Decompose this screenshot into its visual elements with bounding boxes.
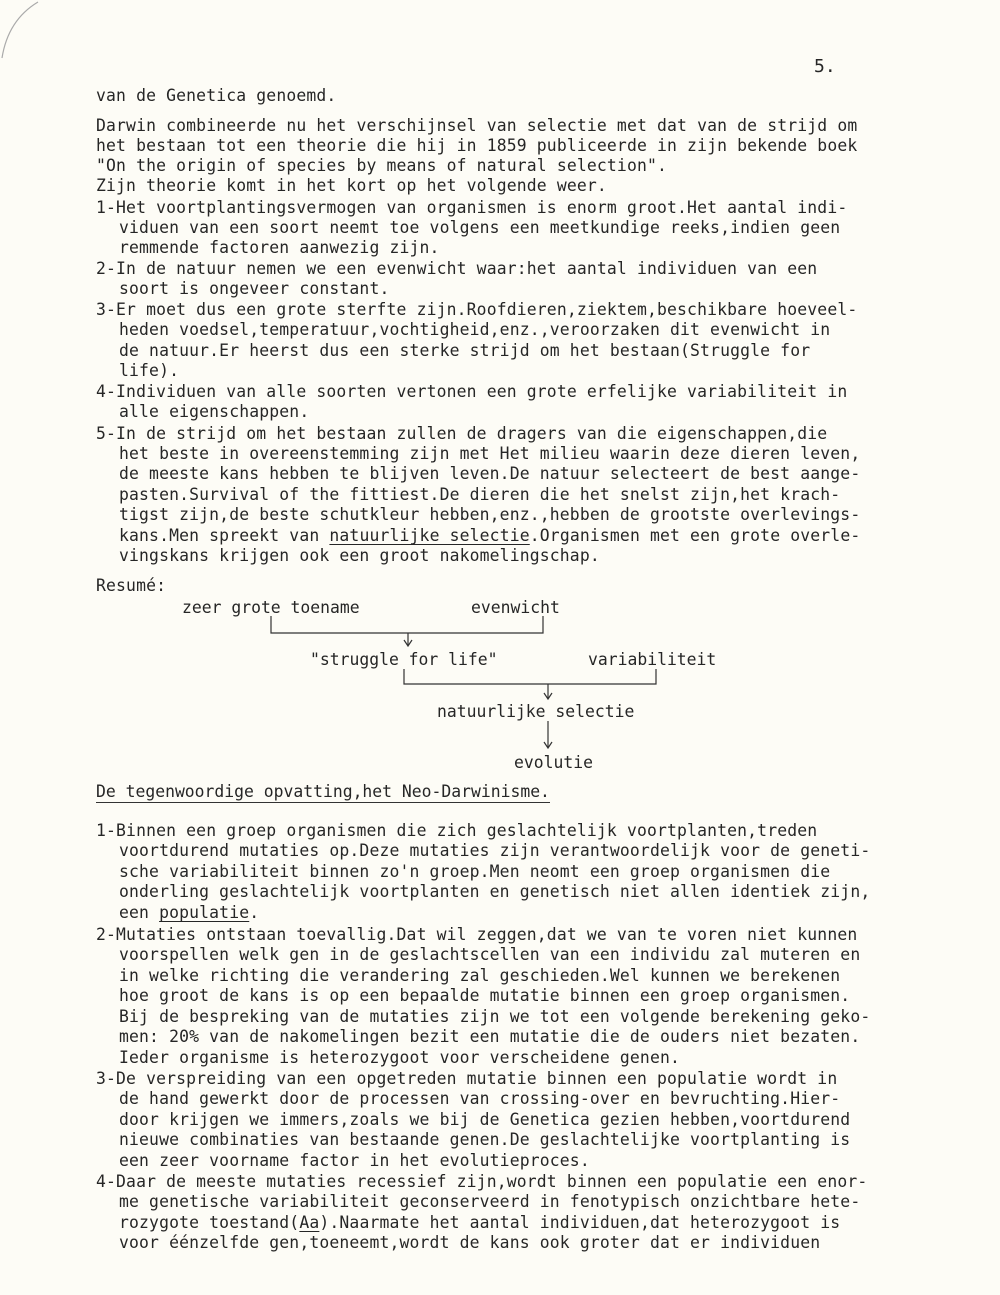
neo1-line [119, 903, 259, 923]
page-number: 5. [814, 56, 836, 77]
point2-line: 2-In de natuur nemen we een evenwicht waar:het aantal individuen van een [96, 259, 818, 278]
para1-line: het bestaan tot een theorie die hij in 1859 publiceerde in zijn bekende boek [96, 136, 858, 155]
para1-line: Zijn theorie komt in het kort op het volgende weer. [96, 176, 607, 195]
point3-line: heden voedsel,temperatuur,vochtigheid,enz.,veroorzaken dit evenwicht in [119, 320, 831, 339]
text-span: een [119, 903, 160, 922]
point4-line: 4-Individuen van alle soorten vertonen een grote erfelijke variabiliteit in [96, 382, 848, 401]
neo3-line: een zeer voorname factor in het evolutieproces. [119, 1151, 590, 1170]
point1-line: 1-Het voortplantingsvermogen van organismen is enorm groot.Het aantal indi- [96, 198, 848, 217]
diagram-node-evolutie: evolutie [514, 753, 593, 772]
text-span: rozygote toestand( [119, 1213, 300, 1232]
text-span: kans.Men spreekt van [119, 526, 330, 545]
intro-line: van de Genetica genoemd. [96, 86, 337, 105]
point5-line: het beste in overeenstemming zijn met Het milieu waarin deze dieren leven, [119, 444, 861, 463]
para1-line: "On the origin of species by means of natural selection". [96, 156, 668, 175]
neo1-line: voortdurend mutaties op.Deze mutaties zijn verantwoordelijk voor de geneti- [119, 841, 871, 860]
point5-line: pasten.Survival of the fittiest.De dieren die het snelst zijn,het krach- [119, 485, 841, 504]
text-span: . [249, 903, 260, 922]
neo2-line: hoe groot de kans is op een bepaalde mutatie binnen een groep organismen. [119, 986, 851, 1005]
point5-line: de meeste kans hebben te blijven leven.De natuur selecteert de best aange- [119, 464, 861, 483]
point5-line: vingskans krijgen ook een groot nakomelingschap. [119, 546, 600, 565]
underlined-term: natuurlijke selectie [329, 526, 530, 545]
neo4-line [119, 1213, 840, 1233]
point3-line: life). [119, 361, 180, 380]
neo4-line: 4-Daar de meeste mutaties recessief zijn,wordt binnen een populatie een enor- [96, 1172, 868, 1191]
neo2-line: Bij de bespreking van de mutaties zijn we tot een volgende berekening geko- [119, 1007, 871, 1026]
neo1-line: sche variabiliteit binnen zo'n groep.Men neomt een groep organismen die [119, 862, 831, 881]
underlined-term: populatie [159, 903, 250, 922]
bracket-line [404, 669, 656, 684]
text-span: .Organismen met een grote overle- [529, 526, 861, 545]
neo2-line: in welke richting die verandering zal geschieden.Wel kunnen we berekenen [119, 966, 841, 985]
neo1-line: onderling geslachtelijk voortplanten en genetisch niet allen identiek zijn, [119, 882, 871, 901]
diagram-node-struggle: "struggle for life" [310, 650, 498, 669]
point2-line: soort is ongeveer constant. [119, 279, 390, 298]
diagram-node-evenwicht: evenwicht [471, 598, 560, 617]
neo4-line: me genetische variabiliteit geconserveerd in fenotypisch onzichtbare hete- [119, 1192, 861, 1211]
neo2-line: Ieder organisme is heterozygoot voor verscheidene genen. [119, 1048, 681, 1067]
neo1-line: 1-Binnen een groep organismen die zich geslachtelijk voortplanten,treden [96, 821, 818, 840]
point4-line: alle eigenschappen. [119, 402, 310, 421]
point3-line: de natuur.Er heerst dus een sterke strijd om het bestaan(Struggle for [119, 341, 811, 360]
diagram-node-toename: zeer grote toename [182, 598, 360, 617]
para1-line: Darwin combineerde nu het verschijnsel van selectie met dat van de strijd om [96, 116, 858, 135]
section-heading: De tegenwoordige opvatting,het Neo-Darwinisme. [96, 782, 550, 801]
point5-line: 5-In de strijd om het bestaan zullen de dragers van die eigenschappen,die [96, 424, 828, 443]
point1-line: remmende factoren aanwezig zijn. [119, 238, 440, 257]
resume-label: Resumé: [96, 576, 167, 595]
point3-line: 3-Er moet dus een grote sterfte zijn.Roofdieren,ziektem,beschikbare hoeveel- [96, 300, 858, 319]
underlined-term: Aa [299, 1213, 320, 1232]
point1-line: viduen van een soort neemt toe volgens een meetkundige reeks,indien geen [119, 218, 841, 237]
diagram-node-selectie: natuurlijke selectie [437, 702, 635, 721]
neo3-line: nieuwe combinaties van bestaande genen.De geslachtelijke voortplanting is [119, 1130, 851, 1149]
neo2-line: men: 20% van de nakomelingen bezit een mutatie die de ouders niet bezaten. [119, 1027, 861, 1046]
point5-line: tigst zijn,de beste schutkleur hebben,enz.,hebben de grootste overlevings- [119, 505, 861, 524]
neo3-line: door krijgen we immers,zoals we bij de Genetica gezien hebben,voortdurend [119, 1110, 851, 1129]
text-span: ).Naarmate het aantal individuen,dat heterozygoot is [319, 1213, 841, 1232]
bracket-line [271, 616, 543, 633]
neo3-line: 3-De verspreiding van een opgetreden mutatie binnen een populatie wordt in [96, 1069, 838, 1088]
neo2-line: 2-Mutaties ontstaan toevallig.Dat wil zeggen,dat we van te voren niet kunnen [96, 925, 858, 944]
neo3-line: de hand gewerkt door de processen van crossing-over en bevruchting.Hier- [119, 1089, 841, 1108]
neo2-line: voorspellen welk gen in de geslachtscellen van een individu zal muteren en [119, 945, 861, 964]
diagram-node-variabiliteit: variabiliteit [588, 650, 717, 669]
neo4-line: voor éénzelfde gen,toeneemt,wordt de kans ook groter dat er individuen [119, 1233, 821, 1252]
